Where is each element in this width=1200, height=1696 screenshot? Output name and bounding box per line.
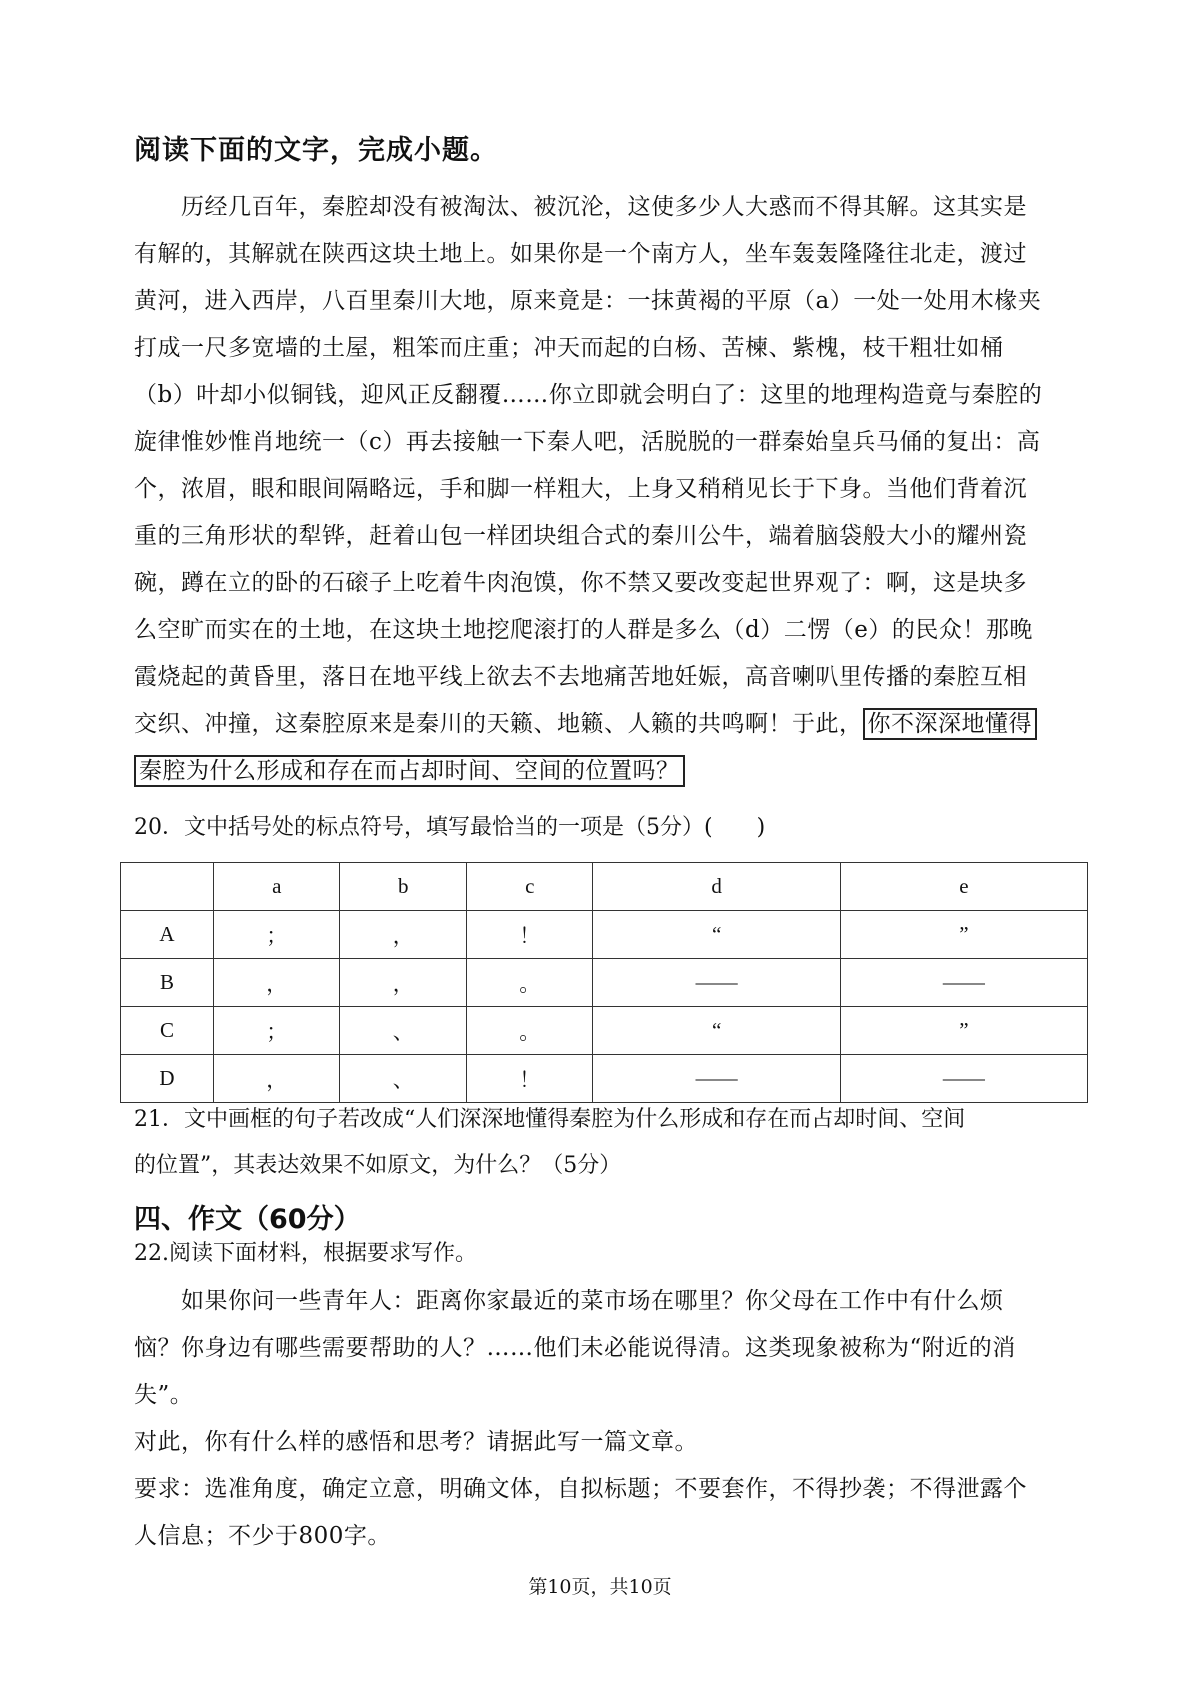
- material-line: 如果你问一些青年人：距离你家最近的菜市场在哪里？你父母在工作中有什么烦: [134, 1288, 1004, 1314]
- question-21-line: 的位置”，其表达效果不如原文，为什么？（5分）: [134, 1153, 622, 1178]
- table-cell: ！: [466, 911, 593, 959]
- table-cell: ！: [466, 1055, 593, 1103]
- table-cell: 、: [340, 1007, 467, 1055]
- table-cell: “: [593, 911, 840, 959]
- passage-line: 历经几百年，秦腔却没有被淘汰、被沉沦，这使多少人大惑而不得其解。这其实是: [134, 194, 1027, 220]
- table-row: [121, 959, 1088, 1007]
- passage-line: 么空旷而实在的土地，在这块土地挖爬滚打的人群是多么（d）二愣（e）的民众！那晚: [134, 617, 1033, 643]
- table-cell: b: [340, 863, 467, 911]
- question-20: 20．文中括号处的标点符号，填写最恰当的一项是（5分）( ): [134, 815, 766, 840]
- table-row: [121, 1007, 1088, 1055]
- table-cell: c: [466, 863, 593, 911]
- option-label: C: [121, 1007, 214, 1055]
- boxed-sentence-part2: 秦腔为什么形成和存在而占却时间、空间的位置吗？: [134, 755, 685, 787]
- table-cell: ——: [593, 959, 840, 1007]
- passage-line: [134, 705, 1037, 738]
- table-header-row: [121, 863, 1088, 911]
- table-row: [121, 1055, 1088, 1103]
- passage-line: 打成一尺多宽墙的土屋，粗笨而庄重；冲天而起的白杨、苦楝、紫槐，枝干粗壮如桶: [134, 335, 1004, 361]
- question-21-line: 21．文中画框的句子若改成“人们深深地懂得秦腔为什么形成和存在而占却时间、空间: [134, 1107, 966, 1132]
- table-cell: 、: [340, 1055, 467, 1103]
- question-22: 22.阅读下面材料，根据要求写作。: [134, 1241, 477, 1266]
- table-cell: ——: [840, 1055, 1087, 1103]
- table-cell: 。: [466, 1007, 593, 1055]
- table-cell: ——: [840, 959, 1087, 1007]
- table-cell: ，: [340, 911, 467, 959]
- table-cell: a: [213, 863, 340, 911]
- passage-line: [134, 752, 685, 785]
- table-cell: ，: [340, 959, 467, 1007]
- boxed-sentence-part1: 你不深深地懂得: [863, 708, 1038, 740]
- material-line: 恼？你身边有哪些需要帮助的人？……他们未必能说得清。这类现象被称为“附近的消: [134, 1335, 1016, 1361]
- passage-line: 黄河，进入西岸，八百里秦川大地，原来竟是：一抹黄褐的平原（a）一处一处用木椽夹: [134, 288, 1042, 314]
- table-cell: [121, 863, 214, 911]
- table-cell: ”: [840, 1007, 1087, 1055]
- table-cell: ”: [840, 911, 1087, 959]
- option-label: D: [121, 1055, 214, 1103]
- reading-heading: 阅读下面的文字，完成小题。: [134, 135, 498, 166]
- table-cell: “: [593, 1007, 840, 1055]
- essay-prompt: 对此，你有什么样的感悟和思考？请据此写一篇文章。: [134, 1429, 698, 1455]
- punctuation-options-table: [120, 862, 1088, 1103]
- table-cell: ——: [593, 1055, 840, 1103]
- table-cell: ；: [213, 911, 340, 959]
- requirements-line: 人信息；不少于800字。: [134, 1523, 391, 1549]
- table-cell: 。: [466, 959, 593, 1007]
- requirements-line: 要求：选准角度，确定立意，明确文体，自拟标题；不要套作，不得抄袭；不得泄露个: [134, 1476, 1027, 1502]
- passage-line: 霞烧起的黄昏里，落日在地平线上欲去不去地痛苦地妊娠，高音喇叭里传播的秦腔互相: [134, 664, 1027, 690]
- table-cell: ，: [213, 959, 340, 1007]
- table-cell: ，: [213, 1055, 340, 1103]
- option-label: A: [121, 911, 214, 959]
- table-cell: d: [593, 863, 840, 911]
- section-title-essay: 四、作文（60分）: [134, 1204, 361, 1235]
- passage-line: （b）叶却小似铜钱，迎风正反翻覆……你立即就会明白了：这里的地理构造竟与秦腔的: [134, 382, 1043, 408]
- passage-line: 重的三角形状的犁铧，赶着山包一样团块组合式的秦川公牛，端着脑袋般大小的耀州瓷: [134, 523, 1027, 549]
- table-cell: ；: [213, 1007, 340, 1055]
- material-line: 失”。: [134, 1382, 194, 1408]
- passage-line: 旋律惟妙惟肖地统一（c）再去接触一下秦人吧，活脱脱的一群秦始皇兵马俑的复出：高: [134, 429, 1041, 455]
- table-cell: e: [840, 863, 1087, 911]
- table-row: [121, 911, 1088, 959]
- passage-line: 碗，蹲在立的卧的石磙子上吃着牛肉泡馍，你不禁又要改变起世界观了：啊，这是块多: [134, 570, 1027, 596]
- passage-line: 有解的，其解就在陕西这块土地上。如果你是一个南方人，坐车轰轰隆隆往北走，渡过: [134, 241, 1027, 267]
- option-label: B: [121, 959, 214, 1007]
- passage-text: 交织、冲撞，这秦腔原来是秦川的天籁、地籁、人籁的共鸣啊！于此，: [134, 711, 863, 737]
- passage-line: 个，浓眉，眼和眼间隔略远，手和脚一样粗大，上身又稍稍见长于下身。当他们背着沉: [134, 476, 1027, 502]
- page-footer: 第10页，共10页: [528, 1576, 672, 1598]
